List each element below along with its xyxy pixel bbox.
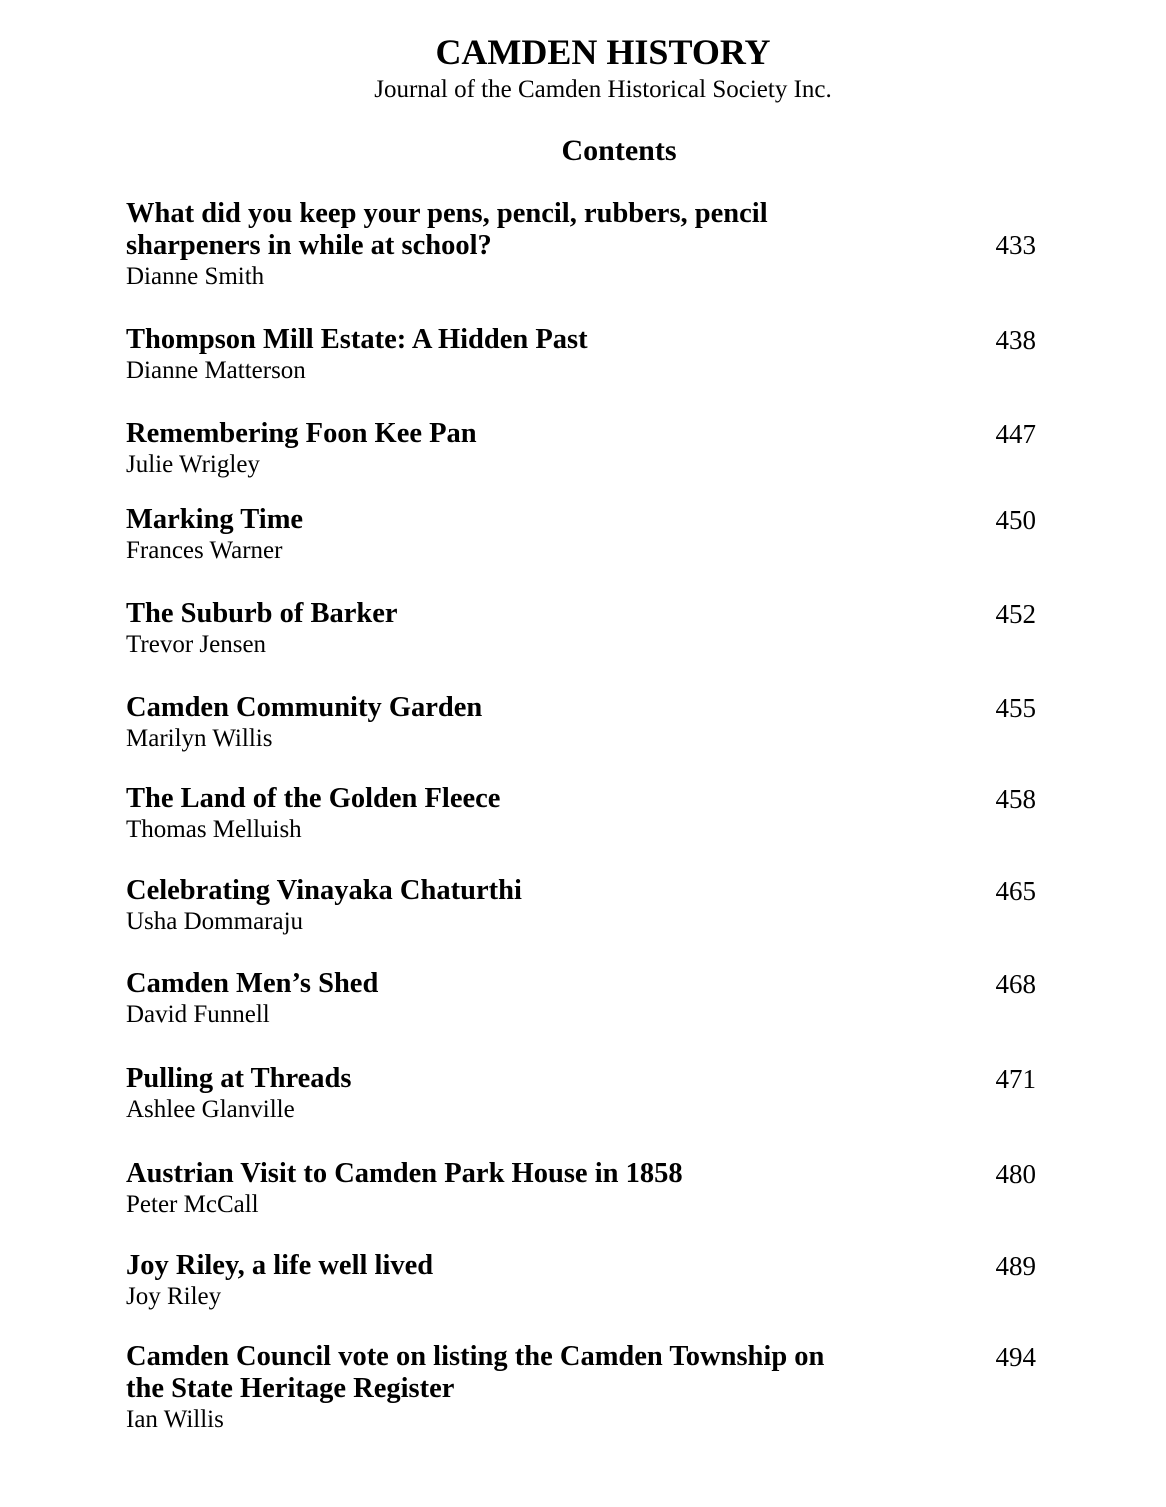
journal-title: CAMDEN HISTORY	[435, 32, 771, 72]
contents-heading: Contents	[561, 134, 677, 167]
toc-entry-title: Joy Riley, a life well lived	[126, 1250, 434, 1281]
toc-entry-author: Dianne Smith	[126, 263, 265, 290]
toc-entry-title: The Land of the Golden Fleece	[126, 783, 501, 814]
toc-entry-page: 494	[995, 1342, 1036, 1372]
toc-entry-page: 447	[995, 419, 1036, 449]
toc-entry	[126, 324, 1036, 385]
toc-entry	[126, 875, 1036, 936]
journal-subtitle: Journal of the Camden Historical Society Inc.	[374, 76, 832, 103]
toc-entry-author: Frances Warner	[126, 537, 283, 564]
toc-entry-author: Dianne Matterson	[126, 357, 306, 384]
toc-entry	[126, 598, 1036, 659]
toc-entry-title: Pulling at Threads	[126, 1063, 352, 1094]
toc-entry-author: Peter McCall	[126, 1191, 259, 1218]
toc-entry-title: Celebrating Vinayaka Chaturthi	[126, 875, 522, 906]
toc-entry-author: Julie Wrigley	[126, 451, 260, 478]
toc-entry-author: Thomas Melluish	[126, 816, 302, 843]
toc-entry-page: 465	[995, 876, 1036, 906]
toc-entry	[126, 1250, 1036, 1311]
toc-entry-title: Camden Community Garden	[126, 692, 483, 723]
toc-entry-author: Usha Dommaraju	[126, 908, 304, 935]
toc-entry	[126, 692, 1036, 753]
toc-entry-page: 455	[995, 693, 1036, 723]
toc-entry	[126, 783, 1036, 844]
toc-entry-title: Austrian Visit to Camden Park House in 1858	[126, 1158, 683, 1189]
toc-entry-title: Camden Men’s Shed	[126, 968, 379, 999]
toc-entry-title: What did you keep your pens, pencil, rubbers, pencil sharpeners in while at school?	[126, 198, 768, 261]
toc-entry-page: 468	[995, 969, 1036, 999]
toc-entry-title: Thompson Mill Estate: A Hidden Past	[126, 324, 588, 355]
toc-entry-page: 450	[995, 505, 1036, 535]
toc-entry-title: Remembering Foon Kee Pan	[126, 418, 477, 449]
toc-entry-author: David Funnell	[126, 1001, 270, 1028]
toc-entry	[126, 968, 1036, 1029]
toc-entry-author: Trevor Jensen	[126, 631, 267, 658]
toc-entry-author: Ian Willis	[126, 1406, 224, 1433]
toc-entry-author: Marilyn Willis	[126, 725, 273, 752]
toc-entry	[126, 1063, 1036, 1124]
toc-entry-author: Ashlee Glanville	[126, 1096, 295, 1123]
toc-entry	[126, 1158, 1036, 1219]
toc-entry	[126, 504, 1036, 565]
toc-entry-page: 452	[995, 599, 1036, 629]
toc-entry-page: 480	[995, 1159, 1036, 1189]
toc-entry-author: Joy Riley	[126, 1283, 222, 1310]
toc-entry-page: 489	[995, 1251, 1036, 1281]
toc-entry-page: 471	[995, 1064, 1036, 1094]
toc-entry-title: Camden Council vote on listing the Camden Township on the State Heritage Register	[126, 1341, 825, 1404]
toc-entry-page: 438	[995, 325, 1036, 355]
toc-entry	[126, 1341, 1036, 1434]
toc-entry-title: The Suburb of Barker	[126, 598, 398, 629]
toc-entry-title: Marking Time	[126, 504, 304, 535]
toc-entry-page: 458	[995, 784, 1036, 814]
toc-entry	[126, 198, 1036, 291]
toc-entry	[126, 418, 1036, 479]
toc-entry-page: 433	[995, 230, 1036, 260]
